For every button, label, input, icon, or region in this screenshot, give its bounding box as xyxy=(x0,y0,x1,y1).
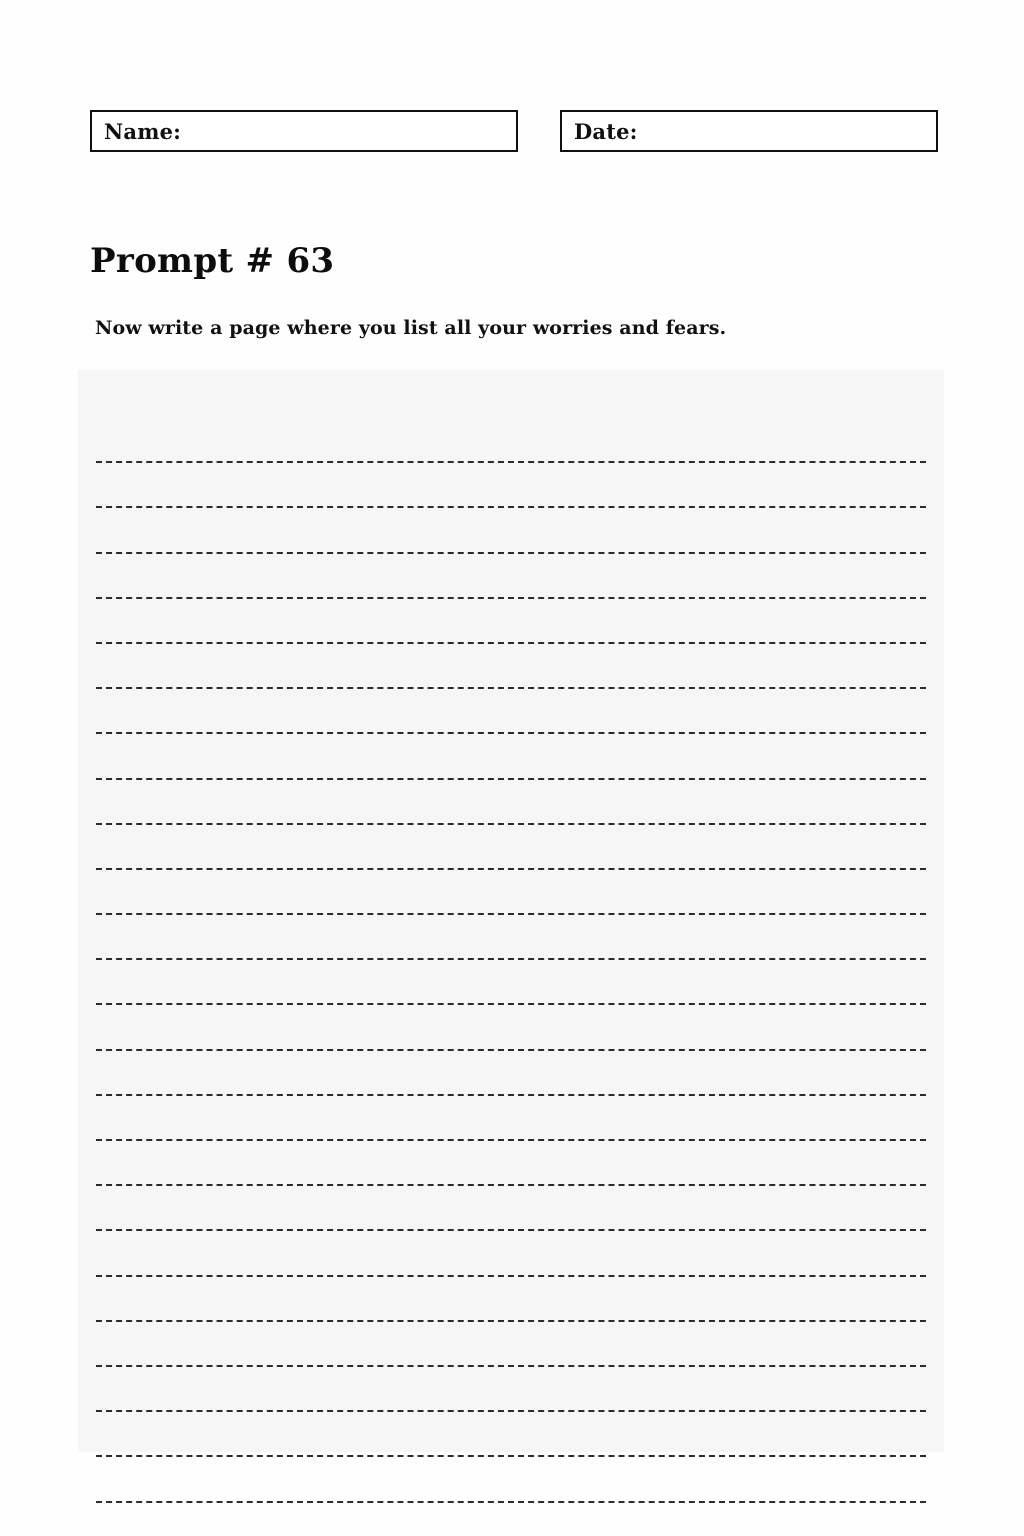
writing-line xyxy=(96,508,926,553)
writing-line xyxy=(96,960,926,1005)
writing-line xyxy=(96,1367,926,1412)
writing-line xyxy=(96,780,926,825)
writing-line xyxy=(96,644,926,689)
writing-line xyxy=(96,915,926,960)
writing-line xyxy=(96,734,926,779)
writing-line xyxy=(96,1231,926,1276)
writing-line xyxy=(96,1457,926,1502)
date-field[interactable] xyxy=(560,110,938,152)
header-fields xyxy=(90,110,938,152)
writing-line xyxy=(96,418,926,463)
name-field[interactable] xyxy=(90,110,518,152)
name-field-label: Name: xyxy=(104,118,182,144)
writing-line xyxy=(96,1005,926,1050)
writing-line xyxy=(96,1051,926,1096)
writing-area[interactable] xyxy=(78,370,944,1452)
ruled-lines xyxy=(96,418,926,1503)
writing-line xyxy=(96,1277,926,1322)
writing-line xyxy=(96,599,926,644)
writing-line xyxy=(96,463,926,508)
writing-line xyxy=(96,1412,926,1457)
date-field-label: Date: xyxy=(574,118,638,144)
writing-line xyxy=(96,689,926,734)
prompt-instruction: Now write a page where you list all your worries and fears. xyxy=(95,317,727,339)
writing-line xyxy=(96,554,926,599)
writing-line xyxy=(96,1322,926,1367)
writing-line xyxy=(96,870,926,915)
writing-line xyxy=(96,1186,926,1231)
writing-line xyxy=(96,825,926,870)
page-title: Prompt # 63 xyxy=(90,240,335,281)
writing-line xyxy=(96,1096,926,1141)
writing-line xyxy=(96,1141,926,1186)
